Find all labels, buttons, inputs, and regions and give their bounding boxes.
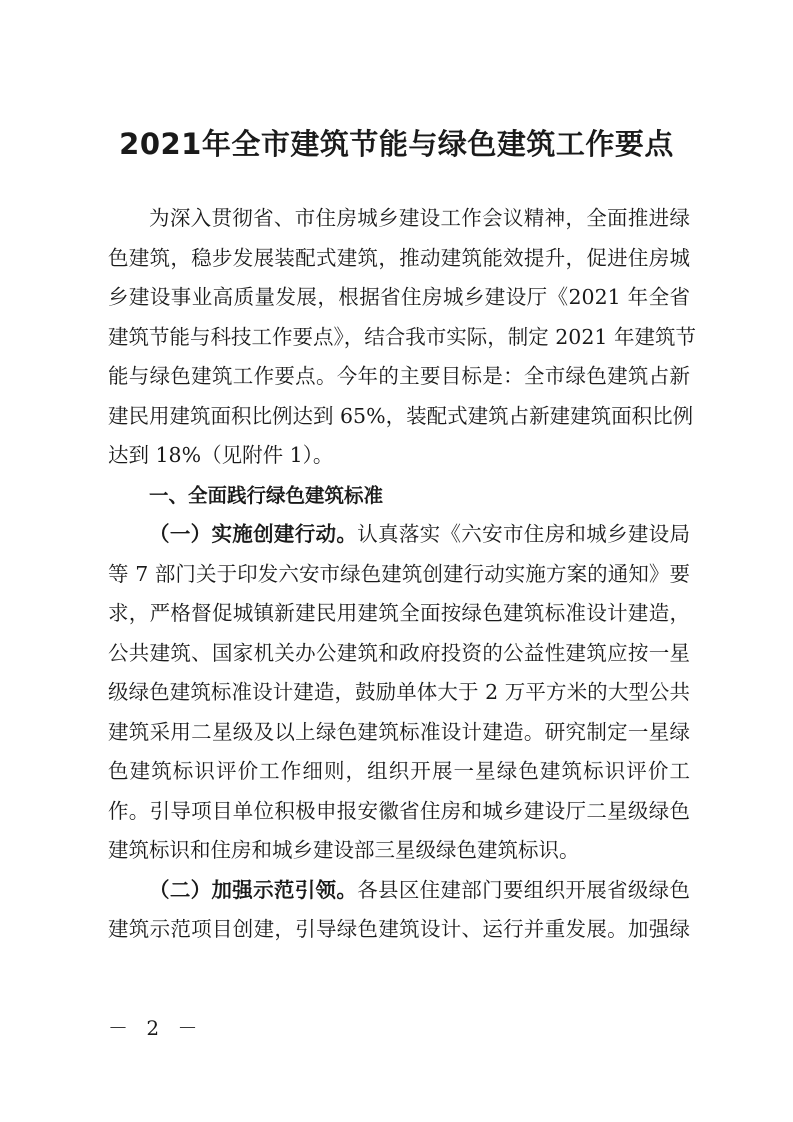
item-1-line: 作。引导项目单位积极申报安徽省住房和城乡建设厅二星级绿色 [108, 798, 690, 823]
section-heading: 一、全面践行绿色建筑标准 [149, 483, 384, 507]
item-2-line: 建筑示范项目创建，引导绿色建筑设计、运行并重发展。加强绿 [108, 917, 690, 941]
item-1-line: 公共建筑、国家机关办公建筑和政府投资的公益性建筑应按一星 [108, 640, 690, 665]
item-2-paragraph [108, 871, 690, 950]
item-2-first-line-text: 各县区住建部门要组织开展省级绿色 [357, 877, 691, 902]
intro-line: 能与绿色建筑工作要点。今年的主要目标是：全市绿色建筑占新 [108, 364, 690, 388]
item-1-paragraph [108, 515, 690, 871]
intro-line: 达到 18%（见附件 1）。 [108, 443, 334, 467]
item-1-first-line-text: 认真落实《六安市住房和城乡建设局 [357, 522, 691, 546]
item-1-lead: （一）实施创建行动。 [149, 522, 358, 546]
item-2-lead: （二）加强示范引领。 [149, 877, 358, 902]
intro-paragraph [108, 199, 696, 476]
intro-line: 建筑节能与科技工作要点》，结合我市实际，制定 2021 年建筑节 [108, 324, 696, 349]
item-2-first-line [108, 871, 690, 911]
intro-line: 为深入贯彻省、市住房城乡建设工作会议精神，全面推进绿 [149, 206, 690, 230]
page-number: － 2 － [108, 1016, 204, 1040]
item-1-line: 级绿色建筑标准设计建造，鼓励单体大于 2 万平方米的大型公共 [108, 680, 690, 704]
item-1-line: 色建筑标识评价工作细则，组织开展一星绿色建筑标识评价工 [108, 759, 690, 783]
item-1-line: 等 7 部门关于印发六安市绿色建筑创建行动实施方案的通知》要 [108, 561, 690, 586]
document-body [108, 199, 696, 950]
item-1-first-line [108, 515, 690, 555]
item-1-line: 建筑标识和住房和城乡建设部三星级绿色建筑标识。 [108, 838, 580, 862]
item-1-line: 求，严格督促城镇新建民用建筑全面按绿色建筑标准设计建造， [108, 601, 690, 625]
intro-line: 建民用建筑面积比例达到 65%，装配式建筑占新建建筑面积比例 [108, 403, 694, 428]
intro-line: 色建筑，稳步发展装配式建筑，推动建筑能效提升，促进住房城 [108, 245, 690, 270]
item-1-line: 建筑采用二星级及以上绿色建筑标准设计建造。研究制定一星绿 [108, 719, 690, 744]
document-title: 2021年全市建筑节能与绿色建筑工作要点 [119, 127, 674, 161]
intro-line: 乡建设事业高质量发展，根据省住房城乡建设厅《2021 年全省 [108, 285, 690, 309]
